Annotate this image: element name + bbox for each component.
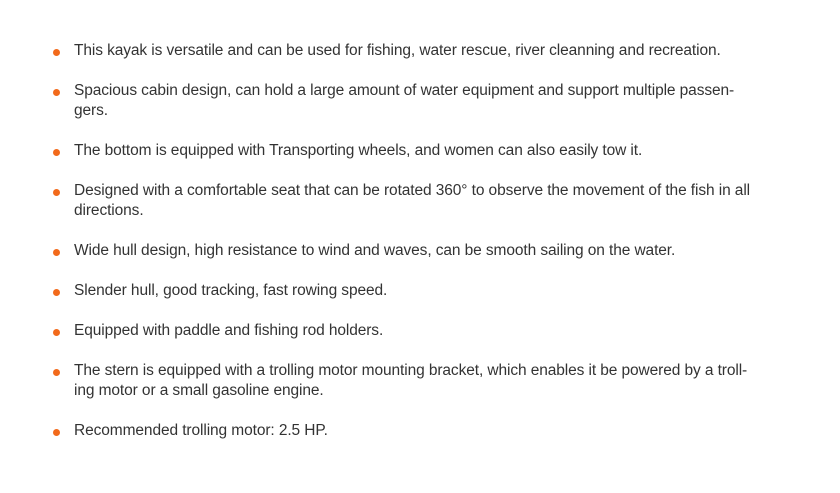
bullet-icon [53, 289, 60, 296]
bullet-icon [53, 329, 60, 336]
feature-item [53, 321, 813, 341]
feature-list [53, 41, 813, 461]
feature-text: Equipped with paddle and fishing rod holders. [74, 322, 384, 339]
feature-item [53, 241, 813, 261]
feature-text-continued: directions. [74, 202, 144, 219]
feature-item [53, 41, 813, 61]
bullet-icon [53, 89, 60, 96]
feature-item [53, 361, 813, 401]
feature-text: Wide hull design, high resistance to wind and waves, can be smooth sailing on the water. [74, 242, 676, 259]
feature-text: Designed with a comfortable seat that can be rotated 360° to observe the movement of the fish in all [74, 182, 751, 199]
feature-item [53, 281, 813, 301]
feature-item [53, 141, 813, 161]
feature-text: The stern is equipped with a trolling motor mounting bracket, which enables it be powered by a troll- [74, 362, 748, 379]
feature-text: The bottom is equipped with Transporting wheels, and women can also easily tow it. [74, 142, 643, 159]
bullet-icon [53, 149, 60, 156]
feature-item [53, 181, 813, 221]
feature-item [53, 421, 813, 441]
bullet-icon [53, 249, 60, 256]
feature-text: Slender hull, good tracking, fast rowing speed. [74, 282, 388, 299]
feature-text-continued: ing motor or a small gasoline engine. [74, 382, 324, 399]
feature-text-continued: gers. [74, 102, 108, 119]
feature-text: Spacious cabin design, can hold a large amount of water equipment and support multiple passen- [74, 82, 735, 99]
bullet-icon [53, 369, 60, 376]
bullet-icon [53, 189, 60, 196]
feature-text: This kayak is versatile and can be used for fishing, water rescue, river cleanning and recreation. [74, 42, 721, 59]
bullet-icon [53, 49, 60, 56]
feature-text: Recommended trolling motor: 2.5 HP. [74, 422, 328, 439]
bullet-icon [53, 429, 60, 436]
feature-item [53, 81, 813, 121]
